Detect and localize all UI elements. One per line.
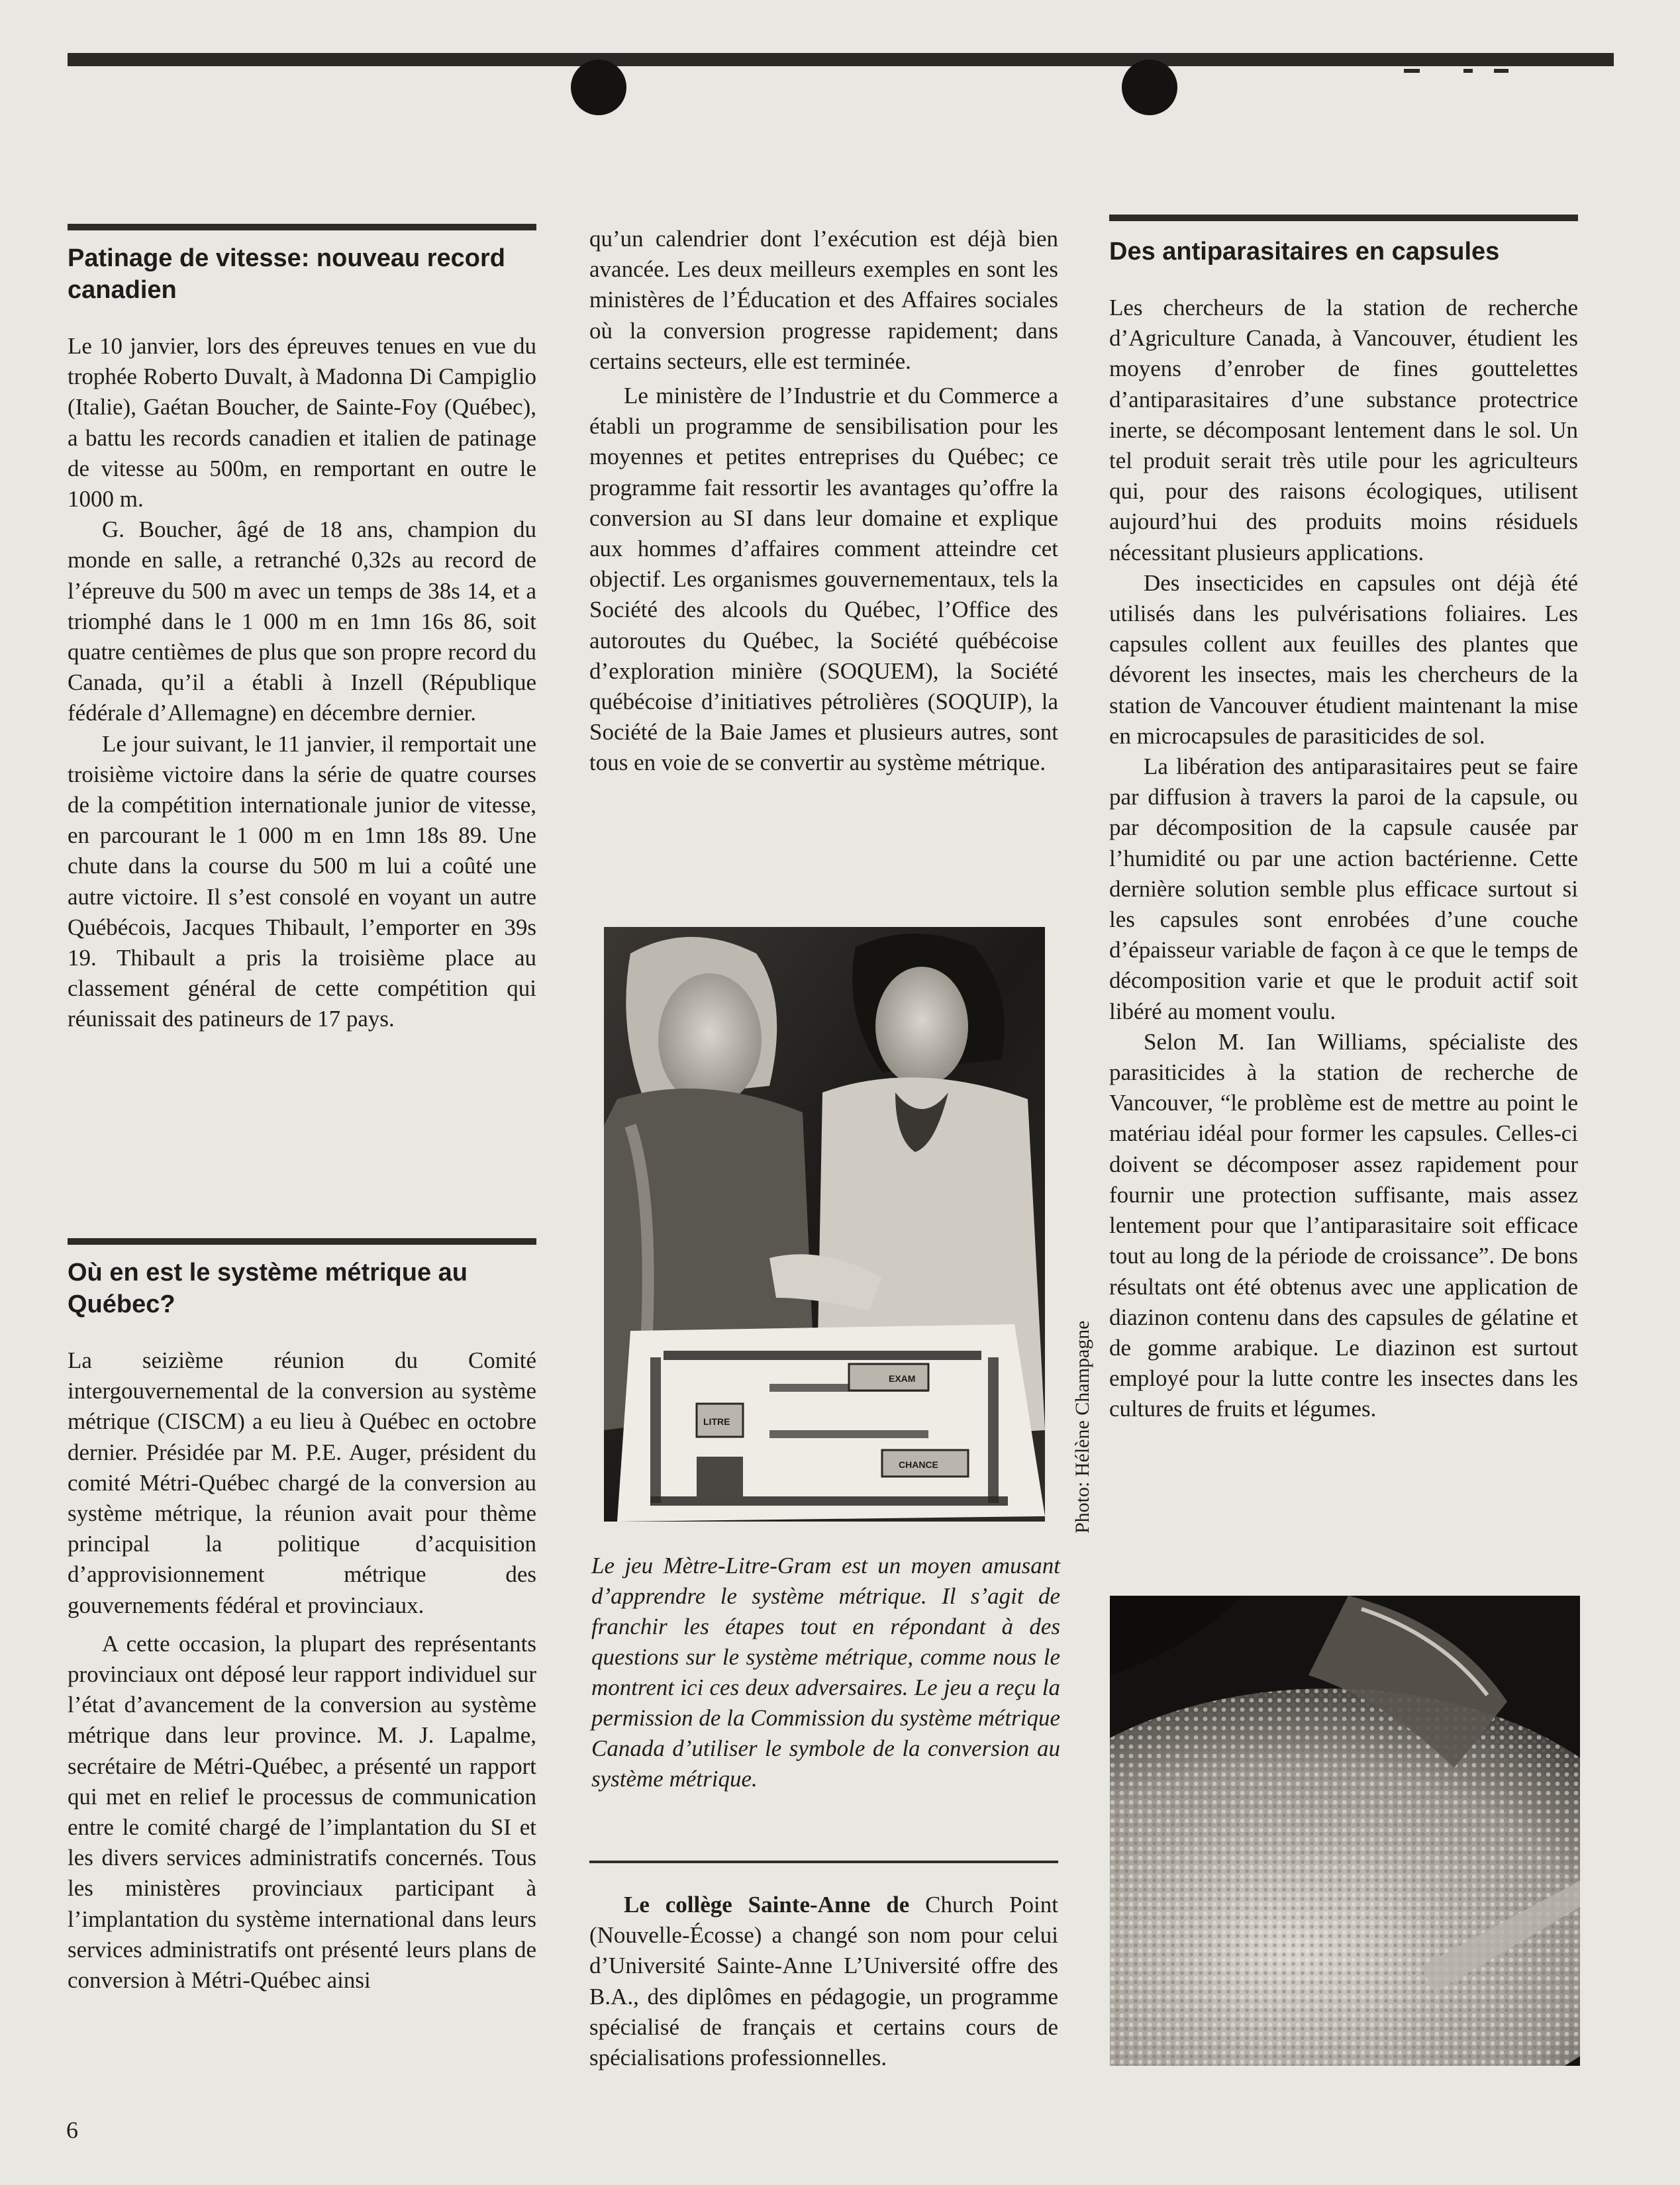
article-college (589, 1861, 1058, 2073)
article-speed-skating (68, 224, 536, 1035)
binder-hole-right (1122, 60, 1177, 115)
section-rule (1109, 215, 1578, 221)
article-body (1109, 293, 1578, 1425)
section-rule (589, 1861, 1058, 1863)
article-body (68, 1345, 536, 1996)
paragraph: A cette occasion, la plupart des représentants provinciaux ont déposé leur rapport individuel sur l’état d’avancement de la conversion au système métrique dans leur province. M. J. Lapalme, secrétaire de Métri-Québec, a présenté un rapport qui met en relief le processus de communication entre le comité chargé de l’implantation du SI et les divers services administratifs concernés. Tous les ministères provinciaux participant à l’implantation du système international dans leurs services administratifs ont présenté leurs plans de conversion à Métri-Québec ainsi (68, 1630, 536, 1994)
paragraph: Selon M. Ian Williams, spécialiste des parasiticides à la station de recherche de Vancouver, “le problème est de mettre au point le matériau idéal pour former les capsules. Celles-ci doivent se décomposer assez rapidement pour fournir une protection suffisante, mais assez lentement pour que l’antiparasitaire soit efficace tout au long de la période de croissance”. De bons résultats ont été obtenus avec une application de diazinon contenu dans des capsules de gélatine et de gomme arabique. Le diazinon est surtout employé pour la lutte contre les insectes dans les cultures de fruits et légumes. (1109, 1028, 1578, 1422)
board-label-litre: LITRE (703, 1416, 730, 1427)
paragraph: qu’un calendrier dont l’exécution est déjà bien avancée. Les deux meilleurs exemples en sont les ministères de l’Éducation et des Affaires sociales où la conversion progresse rapidement; dans certains secteurs, elle est terminée. (589, 226, 1058, 374)
section-rule (68, 224, 536, 230)
article-body (68, 331, 536, 1035)
paragraph: La seizième réunion du Comité intergouvernemental de la conversion au système métrique (CISCM) a eu lieu à Québec en octobre dernier. Présidée par M. P.E. Auger, président du comité Métri-Québec chargé de la conversion au système métrique, la réunion avait pour thème principal la politique d’acquisition d’approvisionnement métrique des gouvernements fédéral et provinciaux. (68, 1347, 536, 1618)
article-metric-quebec-continued (589, 224, 1058, 779)
photo-caption (591, 1551, 1060, 1794)
paragraph: Le jour suivant, le 11 janvier, il remportait une troisième victoire dans la série de quatre courses de la compétition internationale junior de vitesse, en parcourant le 1 000 m en 1mn 18s 89. Une chute dans la course du 500 m lui a coûté une autre victoire. Il s’est consolé en voyant un autre Québécois, Jacques Thibault, l’emporter en 39s 19. Thibault a pris la troisième place au classement général de cette compétition qui réunissait des patineurs de 17 pays. (68, 730, 536, 1032)
article-title: Des antiparasitaires en capsules (1109, 238, 1500, 266)
page-number: 6 (66, 2117, 78, 2143)
binder-hole-left (571, 60, 626, 115)
article-metric-quebec (68, 1238, 536, 1996)
board-game-photo-illustration (604, 927, 1045, 1522)
paragraph: La libération des antiparasitaires peut se faire par diffusion à travers la paroi de la capsule, ou par décomposition de la capsule causée par l’humidité ou par une action bactérienne. Cette dernière solution semble plus efficace surtout si les capsules sont enrobées d’une couche d’épaisseur variable de façon à ce que le temps de décomposition varie et que le produit actif soit libéré au moment voulu. (1109, 753, 1578, 1024)
binder-mark (1463, 69, 1473, 73)
paragraph (589, 1890, 1058, 2073)
paragraph: Le 10 janvier, lors des épreuves tenues en vue du trophée Roberto Duvalt, à Madonna Di Campiglio (Italie), Gaétan Boucher, de Sainte-Foy (Québec), a battu les records canadien et italien de patinage de vitesse au 500m, en remportant en outre le 1000 m. (68, 333, 536, 512)
binder-mark (1494, 69, 1508, 73)
board-label-chance: CHANCE (899, 1459, 938, 1470)
capsules-photo-illustration (1110, 1596, 1580, 2066)
paragraph: G. Boucher, âgé de 18 ans, champion du monde en salle, a retranché 0,32s au record de l’épreuve du 500 m avec un temps de 38s 14, et a triomphé dans le 1 000 m en 1mn 16s 86, soit quatre centièmes de plus que son propre record du Canada, qu’il a établi à Inzell (République fédérale d’Allemagne) en décembre dernier. (68, 516, 536, 726)
binder-bar (68, 53, 1614, 66)
binder-mark (1404, 69, 1420, 73)
article-title: Où en est le système métrique au Québec? (68, 1259, 468, 1318)
paragraph: Le ministère de l’Industrie et du Commerce a établi un programme de sensibilisation pour les moyennes et petites entreprises du Québec; ce programme fait ressortir les avantages qu’offre la conversion au SI dans leur domaine et explique aux hommes d’affaires comment atteindre cet objectif. Les organismes gouvernementaux, tels la Société des alcools du Québec, l’Office des autoroutes du Québec, la Société québécoise d’exploration minière (SOQUEM), la Société québécoise d’initiatives pétrolières (SOQUIP), la Société de la Baie James et plusieurs autres, sont tous en voie de se convertir au système métrique. (589, 383, 1058, 776)
article-title: Patinage de vitesse: nouveau record canadien (68, 244, 506, 304)
photo-capsules (1110, 1596, 1580, 2066)
paragraph: Les chercheurs de la station de recherche d’Agriculture Canada, à Vancouver, étudient les moyens d’enrober de fines gouttelettes d’antiparasitaires d’une substance protectrice inerte, se décomposant lentement dans le sol. Un tel produit serait très utile pour les agriculteurs qui, pour des raisons écologiques, utilisent aujourd’hui des produits moins résiduels nécessitant plusieurs applications. (1109, 295, 1578, 565)
board-label-exam: EXAM (889, 1373, 916, 1384)
paragraph-text: Church Point (Nouvelle-Écosse) a changé son nom pour celui d’Université Sainte-Anne L’Université offre des B.A., des diplômes en pédagogie, un programme spécialisé de français et certains cours de spécialisations professionnelles. (589, 1892, 1058, 2071)
article-pesticides (1109, 215, 1578, 1425)
paragraph: Des insecticides en capsules ont déjà été utilisés dans les pulvérisations foliaires. Les capsules collent aux feuilles des plantes que dévorent les insectes, mais les chercheurs de la station de Vancouver étudient maintenant la mise en microcapsules de parasiticides de sol. (1109, 569, 1578, 749)
article-body (589, 1890, 1058, 2073)
photo-board-game (604, 927, 1045, 1522)
section-rule (68, 1238, 536, 1245)
caption-text: Le jeu Mètre-Litre-Gram est un moyen amusant d’apprendre le système métrique. Il s’agit de franchir les étapes tout en répondant à des questions sur le système métrique, comme nous le montrent ici ces deux adversaires. Le jeu a reçu la permission de la Commission du système métrique Canada d’utiliser le symbole de la conversion au système métrique. (591, 1553, 1060, 1792)
photo-credit: Photo: Hélène Champagne (1071, 1320, 1093, 1533)
article-body (589, 224, 1058, 779)
lead-in: Le collège Sainte-Anne de (624, 1892, 910, 1918)
